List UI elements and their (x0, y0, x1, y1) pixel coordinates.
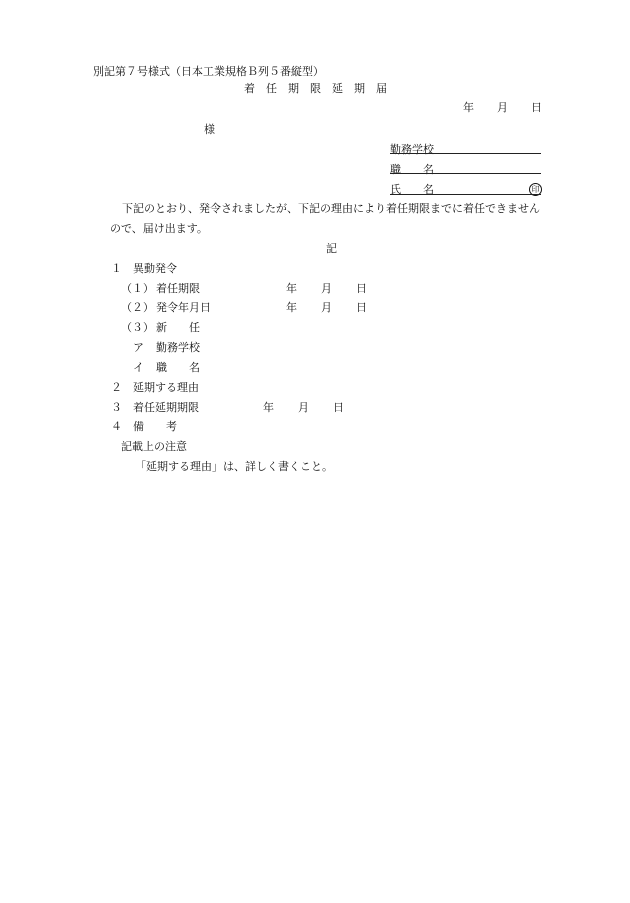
ki-heading: 記 (326, 242, 337, 255)
subitem-label: 勤務学校 (156, 341, 200, 354)
item-label: 備 考 (133, 420, 177, 433)
notes-text: 「延期する理由」は、詳しく書くこと。 (135, 460, 333, 473)
kana-marker: イ (133, 361, 144, 374)
item-number: ４ (111, 420, 122, 433)
item-label: 異動発令 (133, 262, 177, 275)
name-label: 氏 名 (390, 183, 434, 196)
school-label: 勤務学校 (390, 143, 434, 156)
form-label: 別記第７号様式（日本工業規格Ｂ列５番縦型） (93, 65, 324, 78)
day-label: 日 (333, 401, 344, 414)
document-title: 着 任 期 限 延 期 届 (244, 82, 387, 95)
notes-heading: 記載上の注意 (121, 440, 187, 453)
item-label: 延期する理由 (133, 381, 199, 394)
date-year: 年 (463, 101, 474, 114)
date-day: 日 (531, 101, 542, 114)
subitem-label: 着任期限 (156, 282, 200, 295)
body-line-2: ので、届け出ます。 (110, 222, 208, 235)
name-line (390, 194, 541, 195)
year-label: 年 (263, 401, 274, 414)
subitem-number: （３） (121, 321, 154, 334)
position-line (390, 173, 541, 174)
position-label: 職 名 (390, 163, 434, 176)
day-label: 日 (356, 282, 367, 295)
subitem-number: （２） (121, 301, 154, 314)
date-month: 月 (497, 101, 508, 114)
item-label: 着任延期期限 (133, 401, 199, 414)
month-label: 月 (321, 301, 332, 314)
day-label: 日 (356, 301, 367, 314)
addressee-suffix: 様 (204, 123, 215, 136)
year-label: 年 (286, 301, 297, 314)
item-number: １ (111, 262, 122, 275)
school-line (390, 153, 541, 154)
month-label: 月 (321, 282, 332, 295)
subitem-label: 職 名 (156, 361, 200, 374)
item-number: ２ (111, 381, 122, 394)
seal-icon: 印 (529, 183, 542, 196)
subitem-number: （１） (121, 282, 154, 295)
kana-marker: ア (133, 341, 144, 354)
item-number: ３ (111, 401, 122, 414)
subitem-label: 新 任 (156, 321, 200, 334)
body-line-1: 下記のとおり、発令されましたが、下記の理由により着任期限までに着任できません (122, 202, 540, 215)
year-label: 年 (286, 282, 297, 295)
month-label: 月 (298, 401, 309, 414)
subitem-label: 発令年月日 (156, 301, 211, 314)
